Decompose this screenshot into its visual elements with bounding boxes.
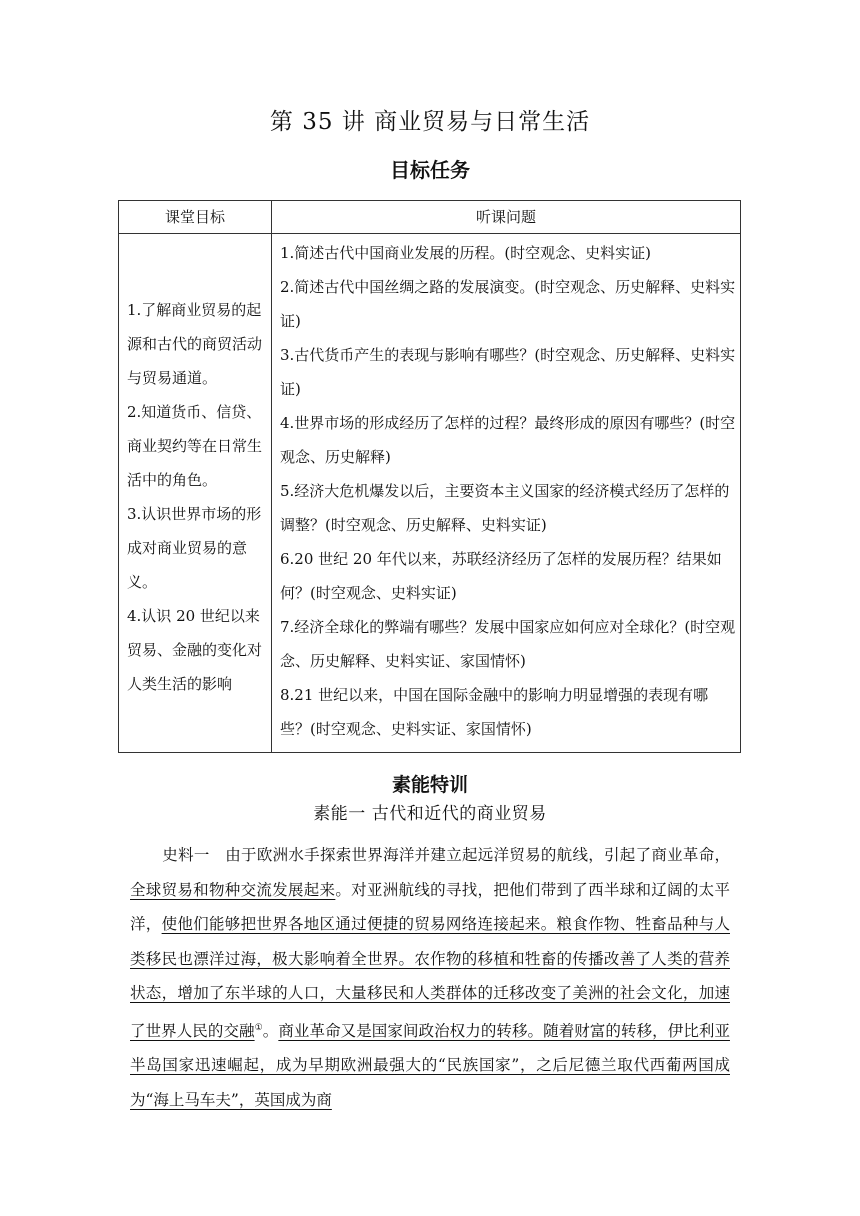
question-item: 8.21 世纪以来，中国在国际金融中的影响力明显增强的表现有哪些？(时空观念、史料实证、家国情怀) bbox=[280, 686, 709, 738]
question-item: 3.古代货币产生的表现与影响有哪些？(时空观念、历史解释、史料实证) bbox=[280, 346, 736, 398]
question-item: 2.简述古代中国丝绸之路的发展演变。(时空观念、历史解释、史料实证) bbox=[280, 278, 736, 330]
question-item: 7.经济全球化的弊端有哪些？发展中国家应如何应对全球化？(时空观念、历史解释、史料实证、家国情怀) bbox=[280, 618, 736, 670]
passage-text: 。对亚洲航线的寻找，把他们带到了西半球和辽阔的太平洋， bbox=[130, 880, 730, 933]
question-item: 4.世界市场的形成经历了怎样的过程？最终形成的原因有哪些？(时空观念、历史解释) bbox=[280, 414, 736, 466]
section-title: 素能特训 bbox=[391, 774, 468, 796]
section-subtitle: 素能一 古代和近代的商业贸易 bbox=[313, 804, 547, 824]
page-title: 第 35 讲 商业贸易与日常生活 bbox=[269, 109, 591, 135]
table-header-row bbox=[119, 201, 741, 234]
objective-item: 2.知道货币、信贷、商业契约等在日常生活中的角色。 bbox=[127, 403, 263, 489]
question-item: 1.简述古代中国商业发展的历程。(时空观念、史料实证) bbox=[280, 244, 652, 262]
header-questions: 听课问题 bbox=[272, 201, 741, 234]
goals-table bbox=[118, 200, 741, 753]
objectives-cell bbox=[119, 234, 272, 753]
objective-item: 4.认识 20 世纪以来贸易、金融的变化对人类生活的影响 bbox=[127, 607, 263, 693]
passage-text: 由于欧洲水手探索世界海洋并建立起远洋贸易的航线，引起了商业革命， bbox=[225, 846, 730, 864]
questions-cell bbox=[272, 234, 741, 753]
footnote-marker: ① bbox=[254, 1022, 263, 1033]
passage-text: 。 bbox=[262, 1021, 279, 1040]
table-body-row bbox=[119, 234, 741, 753]
passage-label: 史料一 bbox=[162, 846, 210, 864]
question-item: 5.经济大危机爆发以后，主要资本主义国家的经济模式经历了怎样的调整？(时空观念、历史解释、史料实证) bbox=[280, 482, 730, 534]
underlined-text: 使他们能够把世界各地区通过便捷的贸易网络连接起来。粮食作物、牲畜品种与人类移民也漂洋过海，极大影响着全世界。农作物的移植和牲畜的传播改善了人类的营养状态，增加了东半球的人口，大量移民和人类群体的迁移改变了美洲的社会文化，加速了世界人民的交融 bbox=[130, 915, 730, 1040]
header-objectives: 课堂目标 bbox=[119, 201, 272, 234]
section-heading-goals: 目标任务 bbox=[390, 158, 470, 182]
underlined-text: 商业革命又是国家间政治权力的转移。随着财富的转移，伊比利亚半岛国家迅速崛起，成为早期欧洲最强大的“民族国家”，之后尼德兰取代西葡两国成为“海上马车夫”，英国成为商 bbox=[130, 1021, 730, 1109]
underlined-text: 全球贸易和物种交流发展起来 bbox=[130, 880, 336, 899]
question-item: 6.20 世纪 20 年代以来，苏联经济经历了怎样的发展历程？结果如何？(时空观念、史料实证) bbox=[280, 550, 722, 602]
objective-item: 3.认识世界市场的形成对商业贸易的意义。 bbox=[127, 505, 262, 591]
objective-item: 1.了解商业贸易的起源和古代的商贸活动与贸易通道。 bbox=[127, 301, 263, 387]
source-passage bbox=[130, 838, 730, 1117]
